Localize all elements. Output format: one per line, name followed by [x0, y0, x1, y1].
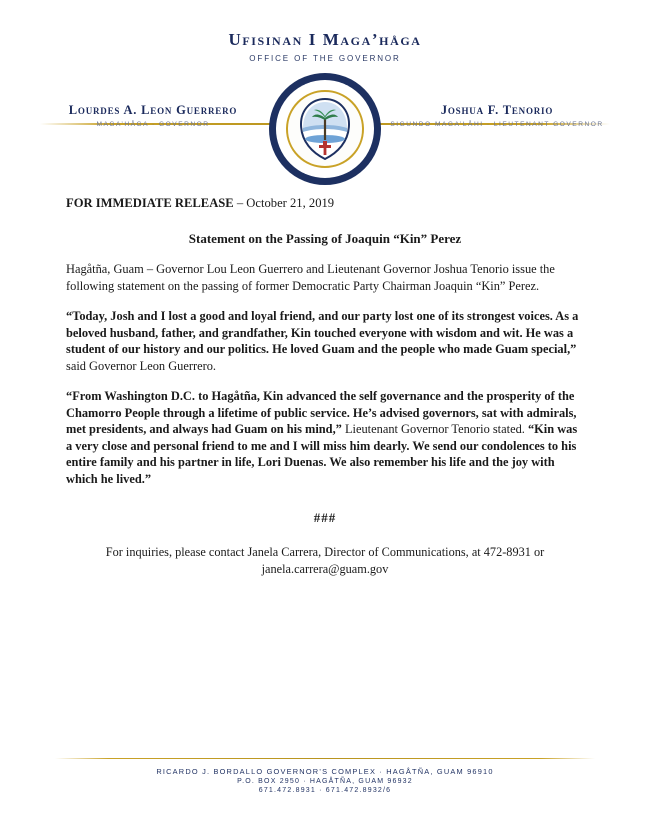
inquiries-block [66, 544, 584, 577]
governor-name-block [38, 103, 268, 128]
lead-paragraph: Hagåtña, Guam – Governor Lou Leon Guerrero and Lieutenant Governor Joshua Tenorio issue the following statement on the passing of former Democratic Party Chairman Joaquin “Kin” Perez. [66, 262, 555, 293]
quote-paragraph-two [66, 388, 584, 487]
seal-top-text: GOVERNOR’S SEAL [288, 82, 362, 88]
lt-governor-name-block [382, 103, 612, 128]
footer-phone: 671.472.8931 · 671.472.8932/6 [258, 787, 392, 794]
seal-bottom-text: ISLAN GUAHAN [296, 170, 354, 176]
gold-divider-bottom [55, 758, 595, 760]
release-label: FOR IMMEDIATE RELEASE [66, 196, 234, 210]
lt-governor-name: Joshua F. Tenorio [440, 103, 554, 117]
quote-one-attribution: said Governor Leon Guerrero. [66, 358, 217, 373]
quote-one-text: “Today, Josh and I lost a good and loyal friend, and our party lost one of its strongest voices. As a beloved husband, father, and grandfather, Kin touched everyone with wisdom and wit. He was a student of our history and our politics. He loved Guam and the people who made Guam special,” [66, 309, 579, 357]
document-title: Statement on the Passing of Joaquin “Kin” Perez [188, 230, 462, 246]
release-dash: – [233, 196, 247, 210]
release-date: October 21, 2019 [246, 196, 335, 210]
seal-outer-ring [269, 73, 381, 185]
quote-two-text: “From Washington D.C. to Hagåtña, Kin advanced the self governance and the prosperity of the Chamorro People through a lifetime of public service. He’s advised governors, sat with admirals, met presidents, and always had Guam on his mind,” [66, 389, 577, 437]
letterhead-names-row [0, 81, 650, 177]
lt-governor-title: SIGUNDO MAGA’LÅHI · LIEUTENANT GOVERNOR [390, 121, 604, 128]
office-subtitle: OFFICE OF THE GOVERNOR [249, 54, 401, 63]
footer-po-box: P.O. BOX 2950 · HAGÅTÑA, GUAM 96932 [237, 778, 413, 785]
document-body [66, 195, 584, 577]
letterhead [0, 0, 650, 177]
governor-title: MAGA’HÅGA · GOVERNOR [96, 121, 210, 128]
quote-paragraph-one [66, 308, 584, 374]
government-seal [269, 73, 381, 185]
end-marker: ### [313, 510, 337, 526]
release-header [66, 195, 584, 212]
seal-emblem-icon [299, 98, 351, 160]
inquiries-email[interactable]: janela.carrera@guam.gov [261, 561, 389, 576]
quote-two-text-tail: “Kin was a very close and personal friend to me and I will miss him dearly. We send our condolences to his entire family and his partner in life, Lori Duenas. We also remember his life and the joy with which he lived.” [66, 422, 578, 486]
quote-two-attribution: Lieutenant Governor Tenorio stated. [341, 422, 528, 437]
page-footer [0, 758, 650, 795]
governor-name: Lourdes A. Leon Guerrero [68, 103, 238, 117]
office-title: Ufisinan I Maga’håga [228, 30, 422, 49]
footer-address: RICARDO J. BORDALLO GOVERNOR’S COMPLEX · HAGÅTÑA, GUAM 96910 [156, 767, 494, 776]
inquiries-line-1: For inquiries, please contact Janela Carrera, Director of Communications, at 472-8931 or [105, 545, 545, 560]
